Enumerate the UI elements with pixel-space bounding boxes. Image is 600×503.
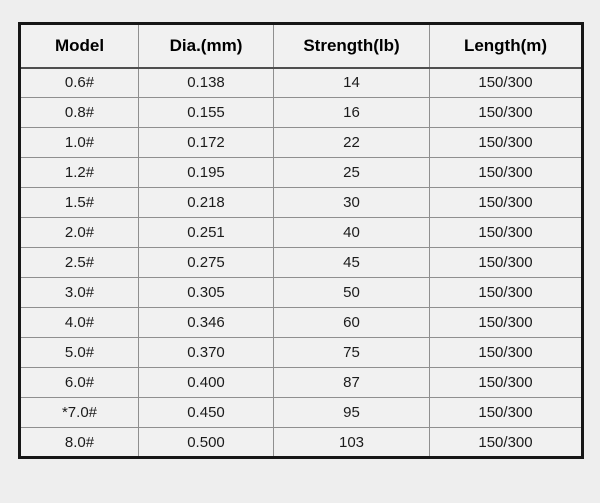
- column-header: Strength(lb): [274, 24, 430, 68]
- table-row: [20, 368, 583, 398]
- table-cell: 150/300: [430, 128, 583, 158]
- table-cell: 150/300: [430, 158, 583, 188]
- table-cell: 0.155: [139, 98, 274, 128]
- table-cell: 0.138: [139, 68, 274, 98]
- table-cell: 0.305: [139, 278, 274, 308]
- table-row: [20, 338, 583, 368]
- table-cell: 3.0#: [20, 278, 139, 308]
- table-cell: 150/300: [430, 68, 583, 98]
- table-cell: 60: [274, 308, 430, 338]
- table-cell: 2.5#: [20, 248, 139, 278]
- table-cell: 30: [274, 188, 430, 218]
- table-cell: 16: [274, 98, 430, 128]
- table-cell: 150/300: [430, 218, 583, 248]
- table-cell: 150/300: [430, 248, 583, 278]
- table-row: [20, 68, 583, 98]
- table-row: [20, 248, 583, 278]
- table-cell: 0.8#: [20, 98, 139, 128]
- table-cell: 103: [274, 428, 430, 458]
- table-cell: 0.500: [139, 428, 274, 458]
- table-cell: 50: [274, 278, 430, 308]
- column-header: Length(m): [430, 24, 583, 68]
- table-cell: 0.275: [139, 248, 274, 278]
- table-row: [20, 218, 583, 248]
- table-cell: 150/300: [430, 368, 583, 398]
- table-row: [20, 188, 583, 218]
- table-cell: 150/300: [430, 308, 583, 338]
- table-cell: 4.0#: [20, 308, 139, 338]
- table-cell: 150/300: [430, 98, 583, 128]
- table-cell: 150/300: [430, 428, 583, 458]
- table-cell: 1.5#: [20, 188, 139, 218]
- table-cell: 95: [274, 398, 430, 428]
- table-cell: 150/300: [430, 278, 583, 308]
- spec-table-container: [18, 22, 581, 459]
- table-cell: 6.0#: [20, 368, 139, 398]
- table-row: [20, 278, 583, 308]
- table-cell: 14: [274, 68, 430, 98]
- table-row: [20, 158, 583, 188]
- table-cell: 0.450: [139, 398, 274, 428]
- table-row: [20, 398, 583, 428]
- spec-table: [18, 22, 584, 459]
- table-header: [20, 24, 583, 68]
- table-cell: 2.0#: [20, 218, 139, 248]
- table-cell: 0.400: [139, 368, 274, 398]
- table-cell: 1.2#: [20, 158, 139, 188]
- table-cell: 150/300: [430, 188, 583, 218]
- table-cell: 0.218: [139, 188, 274, 218]
- table-cell: *7.0#: [20, 398, 139, 428]
- table-cell: 0.251: [139, 218, 274, 248]
- table-cell: 25: [274, 158, 430, 188]
- table-cell: 150/300: [430, 398, 583, 428]
- table-cell: 40: [274, 218, 430, 248]
- table-cell: 5.0#: [20, 338, 139, 368]
- table-row: [20, 308, 583, 338]
- table-cell: 0.195: [139, 158, 274, 188]
- table-cell: 0.370: [139, 338, 274, 368]
- table-body: [20, 68, 583, 458]
- column-header: Model: [20, 24, 139, 68]
- table-header-row: [20, 24, 583, 68]
- table-row: [20, 128, 583, 158]
- table-row: [20, 428, 583, 458]
- table-cell: 0.172: [139, 128, 274, 158]
- table-cell: 0.6#: [20, 68, 139, 98]
- table-cell: 1.0#: [20, 128, 139, 158]
- table-cell: 75: [274, 338, 430, 368]
- table-cell: 87: [274, 368, 430, 398]
- table-cell: 0.346: [139, 308, 274, 338]
- table-cell: 150/300: [430, 338, 583, 368]
- table-cell: 8.0#: [20, 428, 139, 458]
- table-cell: 45: [274, 248, 430, 278]
- column-header: Dia.(mm): [139, 24, 274, 68]
- table-row: [20, 98, 583, 128]
- table-cell: 22: [274, 128, 430, 158]
